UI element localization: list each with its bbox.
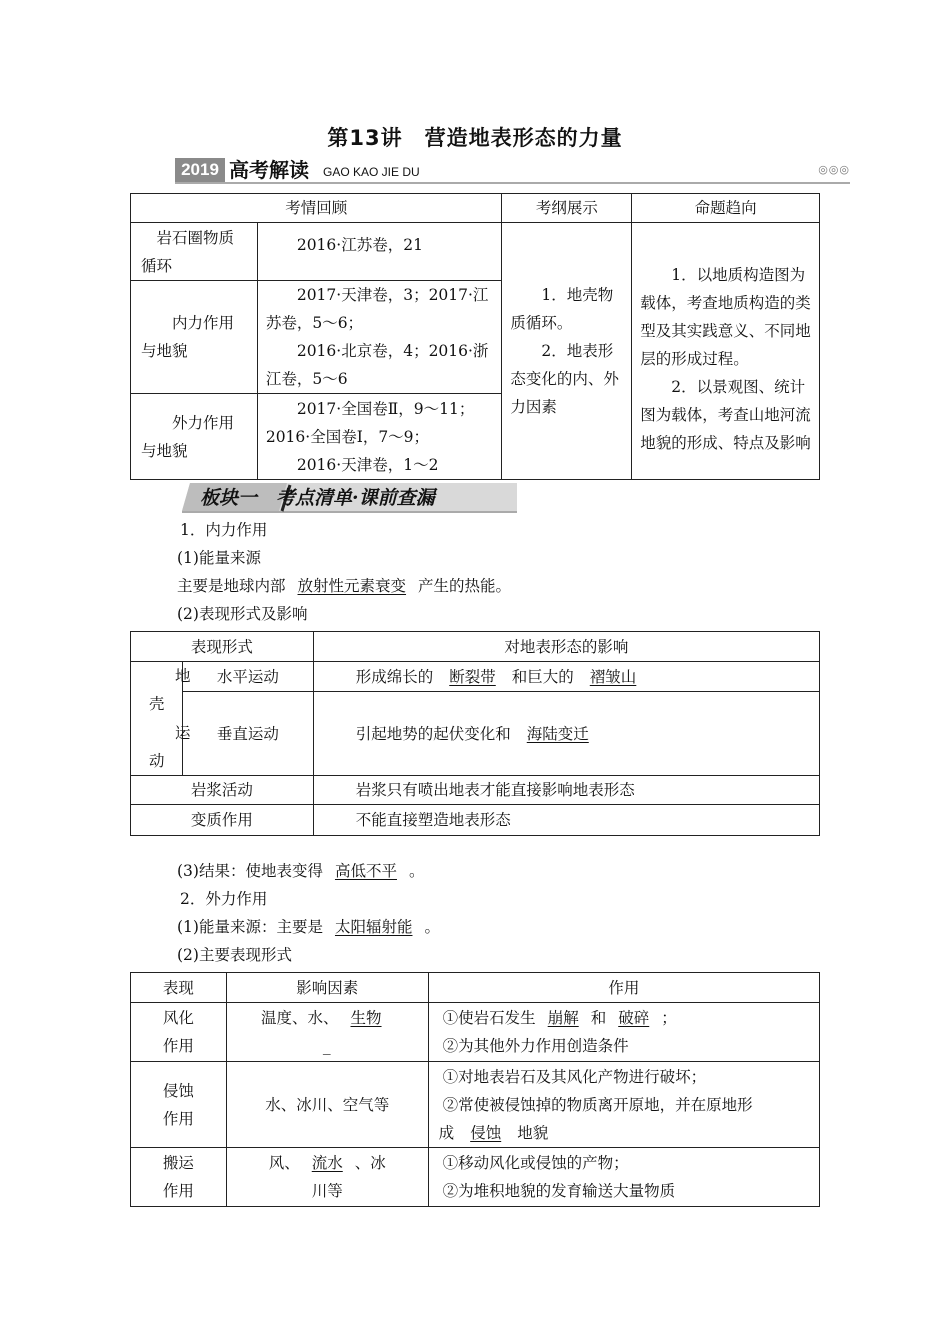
weathering-factor xyxy=(226,1003,428,1062)
blank-answer: 破碎 xyxy=(618,1009,650,1027)
text: 运 xyxy=(175,724,191,742)
text: 风、 xyxy=(268,1154,300,1172)
text: 川等 xyxy=(311,1182,343,1200)
banner-heading: 高考解读 xyxy=(229,158,309,182)
text: 作用 xyxy=(162,1109,194,1128)
section-banner xyxy=(182,481,522,513)
exam-cell xyxy=(257,281,502,394)
blank-answer: 太阳辐射能 xyxy=(334,918,413,936)
text: 主要是地球内部 xyxy=(177,577,286,595)
text: 产生的热能。 xyxy=(418,577,512,595)
text: (1)能量来源：主要是 xyxy=(177,918,323,936)
horizontal-label: 水平运动 xyxy=(182,662,313,692)
text: 作用 xyxy=(162,1037,194,1055)
internal-forms-heading: (2)表现形式及影响 xyxy=(177,605,308,623)
text: 。 xyxy=(408,862,425,880)
trend-item: 2．以景观图、统计图为载体，考查山地河流地貌的形成、特点及影响 xyxy=(640,378,811,452)
blank-answer: 高低不平 xyxy=(334,862,397,880)
header-factor: 影响因素 xyxy=(226,973,428,1003)
banner-year: 2019 xyxy=(175,158,225,182)
exam-banner xyxy=(175,158,850,184)
exam-line: 2017·全国卷Ⅱ，9～11；2016·全国卷Ⅰ，7～9； xyxy=(265,399,475,446)
text: 地 xyxy=(175,667,191,685)
external-heading: 2．外力作用 xyxy=(180,890,268,908)
text: ①使岩石发生 xyxy=(442,1009,536,1027)
text: 。 xyxy=(424,918,440,936)
internal-energy-heading: (1)能量来源 xyxy=(177,549,261,567)
transport-label xyxy=(131,1148,227,1207)
dots-icon: ◎◎◎ xyxy=(818,163,850,176)
vertical-label: 垂直运动 xyxy=(182,692,313,776)
text: ②常使被侵蚀掉的物质离开原地，并在原地形 xyxy=(442,1095,753,1114)
text: 和巨大的 xyxy=(511,667,574,686)
text: ②为其他外力作用创造条件 xyxy=(442,1037,629,1055)
text: (3)结果：使地表变得 xyxy=(177,862,323,880)
transport-factor xyxy=(226,1148,428,1207)
text: 温度、水、 xyxy=(261,1009,339,1027)
text: 、冰 xyxy=(354,1154,386,1172)
blank-answer: 放射性元素衰变 xyxy=(297,577,407,595)
text: 风化 xyxy=(162,1009,194,1027)
blank-answer: 生物 xyxy=(350,1009,382,1027)
exam-cell xyxy=(257,394,502,480)
text: 地貌 xyxy=(517,1123,549,1142)
header-effect: 对地表形态的影响 xyxy=(313,632,819,662)
metamorphism-effect: 不能直接塑造地表形态 xyxy=(313,805,819,836)
text: 形成绵长的 xyxy=(355,667,434,686)
page-title: 第13讲 营造地表形态的力量 xyxy=(327,126,623,150)
text: ①移动风化或侵蚀的产物； xyxy=(442,1154,629,1172)
exam-cell: 2016·江苏卷，21 xyxy=(257,223,502,281)
weathering-label xyxy=(131,1003,227,1062)
header-trend: 命题趋向 xyxy=(632,194,820,223)
internal-heading: 1．内力作用 xyxy=(180,521,268,539)
internal-table xyxy=(130,631,820,836)
metamorphism-label: 变质作用 xyxy=(131,805,314,836)
outline-item: 1．地壳物质循环。 xyxy=(510,286,614,332)
internal-energy-line xyxy=(177,572,511,600)
blank-answer: 褶皱山 xyxy=(589,667,637,686)
text: 壳 xyxy=(149,695,165,713)
exam-line: 2016·天津卷，1～2 xyxy=(296,455,439,474)
topic-cell: 外力作用与地貌 xyxy=(131,394,258,480)
text: 和 xyxy=(590,1009,607,1027)
weathering-effect xyxy=(428,1003,819,1062)
blank-answer: 流水 xyxy=(311,1154,343,1172)
text: ； xyxy=(661,1009,677,1027)
outline-item: 2．地表形态变化的内、外力因素 xyxy=(510,342,619,416)
banner-pinyin: GAO KAO JIE DU xyxy=(323,165,420,179)
overview-table xyxy=(130,193,820,480)
text: 动 xyxy=(149,752,165,770)
blank-answer: 侵蚀 xyxy=(470,1123,502,1142)
crust-label-cell xyxy=(131,662,191,776)
external-energy-line xyxy=(177,913,440,941)
blank-answer: 崩解 xyxy=(547,1009,579,1027)
banner-rule xyxy=(175,182,850,184)
trend-cell xyxy=(632,223,820,480)
trend-item: 1．以地质构造图为载体，考查地质构造的类型及其实践意义、不同地层的形成过程。 xyxy=(640,266,811,368)
transport-effect xyxy=(428,1148,819,1207)
text: 作用 xyxy=(162,1182,194,1200)
exam-line: 2016·北京卷，4；2016·浙江卷，5～6 xyxy=(265,342,489,388)
header-function: 作用 xyxy=(428,973,819,1003)
text: 侵蚀 xyxy=(162,1081,194,1100)
header-outline: 考纲展示 xyxy=(502,194,632,223)
vertical-effect xyxy=(313,692,819,776)
topic-cell: 岩石圈物质循环 xyxy=(131,223,258,281)
header-form: 表现形式 xyxy=(131,632,314,662)
header-review: 考情回顾 xyxy=(131,194,502,223)
erosion-effect xyxy=(428,1062,819,1148)
external-forms-heading: (2)主要表现形式 xyxy=(177,946,292,964)
section-banner-text: 板块一 考点清单·课前查漏 xyxy=(200,487,435,509)
magma-effect: 岩浆只有喷出地表才能直接影响地表形态 xyxy=(313,776,819,805)
text: 搬运 xyxy=(162,1154,194,1172)
text: _ xyxy=(322,1037,331,1055)
magma-label: 岩浆活动 xyxy=(131,776,314,805)
topic-cell: 内力作用与地貌 xyxy=(131,281,258,394)
erosion-factor: 水、冰川、空气等 xyxy=(226,1062,428,1148)
external-table xyxy=(130,972,820,1207)
blank-answer: 断裂带 xyxy=(449,667,496,686)
header-type: 表现 xyxy=(131,973,227,1003)
erosion-label xyxy=(131,1062,227,1148)
text: 成 xyxy=(438,1123,455,1142)
exam-line: 2017·天津卷，3；2017·江苏卷，5～6； xyxy=(265,286,489,332)
horizontal-effect xyxy=(313,662,819,692)
text: 引起地势的起伏变化和 xyxy=(355,724,511,743)
text: ②为堆积地貌的发育输送大量物质 xyxy=(442,1182,676,1200)
outline-cell xyxy=(502,223,632,480)
result-line xyxy=(177,857,425,885)
text: ①对地表岩石及其风化产物进行破坏； xyxy=(442,1067,707,1086)
blank-answer: 海陆变迁 xyxy=(526,724,589,743)
